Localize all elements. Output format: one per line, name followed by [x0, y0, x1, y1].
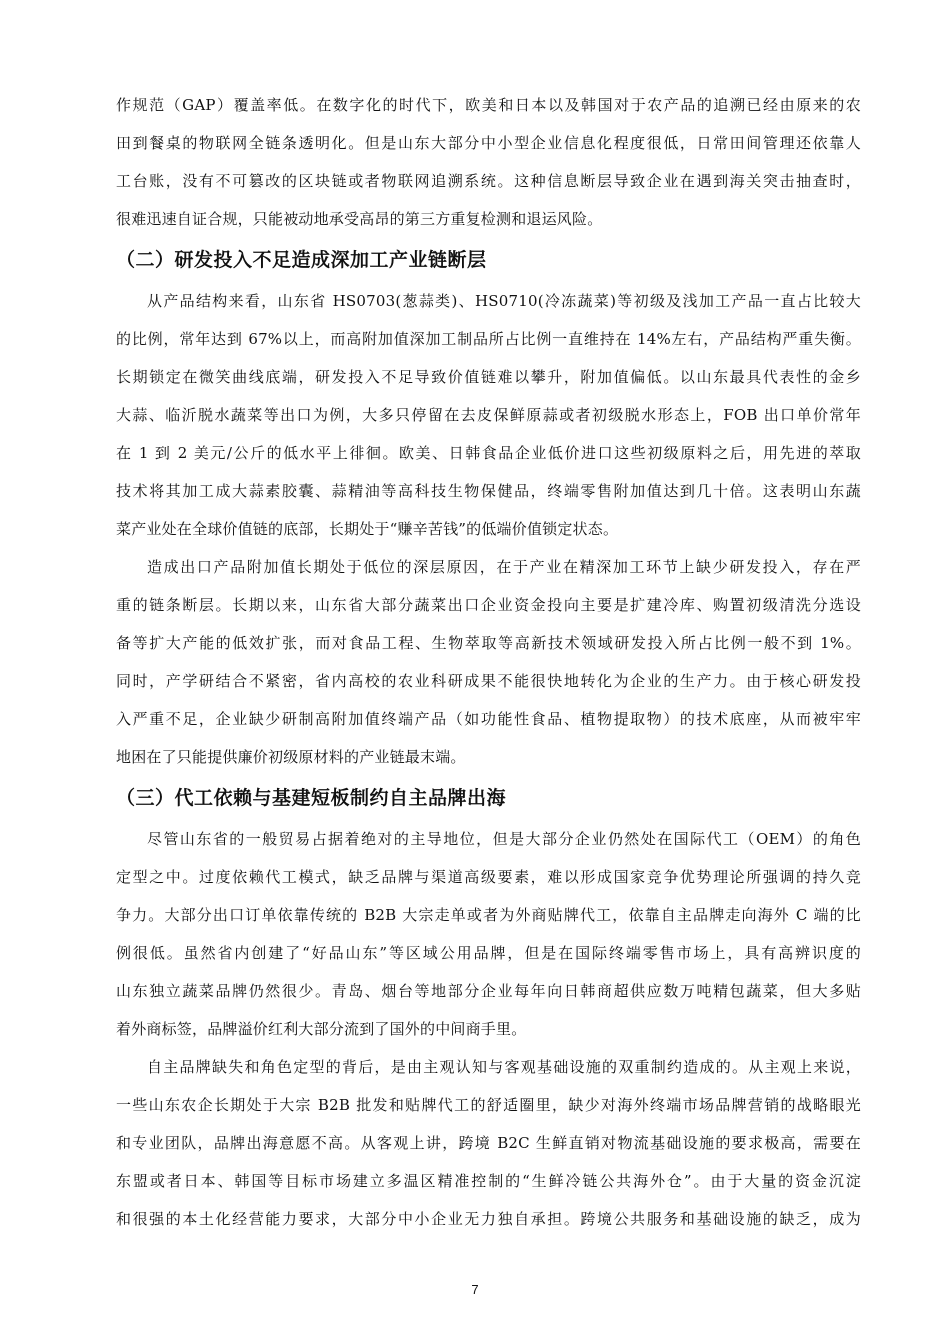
body-text-line: 田到餐桌的物联网全链条透明化。但是山东大部分中小型企业信息化程度很低，日常田间管理还依靠人 [116, 134, 861, 152]
body-text-line: 争力。大部分出口订单依靠传统的 B2B 大宗走单或者为外商贴牌代工，依靠自主品牌走向海外 C 端的比 [116, 906, 861, 924]
body-text-line: 在 1 到 2 美元/公斤的低水平上徘徊。欧美、日韩食品企业低价进口这些初级原料之后，用先进的萃取 [116, 444, 861, 462]
body-text-line: 定型之中。过度依赖代工模式，缺乏品牌与渠道高级要素，难以形成国家竞争优势理论所强调的持久竞 [116, 868, 861, 886]
section-heading: （三）代工依赖与基建短板制约自主品牌出海 [116, 787, 507, 809]
body-text-line: 和很强的本土化经营能力要求，大部分中小企业无力独自承担。跨境公共服务和基础设施的缺乏，成为 [116, 1210, 861, 1228]
body-text-line: 作规范（GAP）覆盖率低。在数字化的时代下，欧美和日本以及韩国对于农产品的追溯已经由原来的农 [116, 96, 861, 114]
body-text-line: 很难迅速自证合规，只能被动地承受高昂的第三方重复检测和退运风险。 [116, 210, 603, 228]
body-text-line: 尽管山东省的一般贸易占据着绝对的主导地位，但是大部分企业仍然处在国际代工（OEM）的角色 [147, 830, 861, 848]
body-text-line: 备等扩大产能的低效扩张，而对食品工程、生物萃取等高新技术领域研发投入所占比例一般不到 1%。 [116, 634, 861, 652]
page-content [116, 86, 861, 1238]
body-text-line: 和专业团队，品牌出海意愿不高。从客观上讲，跨境 B2C 生鲜直销对物流基础设施的要求极高，需要在 [116, 1134, 861, 1152]
body-text-line: 入严重不足，企业缺少研制高附加值终端产品（如功能性食品、植物提取物）的技术底座，从而被牢牢 [116, 710, 861, 728]
body-text-line: 同时，产学研结合不紧密，省内高校的农业科研成果不能很快地转化为企业的生产力。由于核心研发投 [116, 672, 861, 690]
body-text-line: 工台账，没有不可篡改的区块链或者物联网追溯系统。这种信息断层导致企业在遇到海关突击抽查时， [116, 172, 861, 190]
body-text-line: 技术将其加工成大蒜素胶囊、蒜精油等高科技生物保健品，终端零售附加值达到几十倍。这表明山东蔬 [116, 482, 861, 500]
body-text-line: 造成出口产品附加值长期处于低位的深层原因，在于产业在精深加工环节上缺少研发投入，存在严 [147, 558, 861, 576]
body-text-line: 一些山东农企长期处于大宗 B2B 批发和贴牌代工的舒适圈里，缺少对海外终端市场品牌营销的战略眼光 [116, 1096, 861, 1114]
body-text-line: 山东独立蔬菜品牌仍然很少。青岛、烟台等地部分企业每年向日韩商超供应数万吨精包蔬菜，但大多贴 [116, 982, 861, 1000]
body-text-line: 长期锁定在微笑曲线底端，研发投入不足导致价值链难以攀升，附加值偏低。以山东最具代表性的金乡 [116, 368, 861, 386]
body-text-line: 从产品结构来看，山东省 HS0703(葱蒜类)、HS0710(冷冻蔬菜)等初级及浅加工产品一直占比较大 [147, 292, 861, 310]
body-text-line: 的比例，常年达到 67%以上，而高附加值深加工制品所占比例一直维持在 14%左右，产品结构严重失衡。 [116, 330, 861, 348]
body-text-line: 着外商标签，品牌溢价红利大部分流到了国外的中间商手里。 [116, 1020, 527, 1038]
body-text-line: 大蒜、临沂脱水蔬菜等出口为例，大多只停留在去皮保鲜原蒜或者初级脱水形态上，FOB 出口单价常年 [116, 406, 861, 424]
body-text-line: 自主品牌缺失和角色定型的背后，是由主观认知与客观基础设施的双重制约造成的。从主观上来说， [147, 1058, 861, 1076]
body-text-line: 地困在了只能提供廉价初级原材料的产业链最末端。 [116, 748, 466, 766]
body-text-line: 例很低。虽然省内创建了“好品山东”等区域公用品牌，但是在国际终端零售市场上，具有高辨识度的 [116, 944, 861, 962]
body-text-line: 东盟或者日本、韩国等目标市场建立多温区精准控制的“生鲜冷链公共海外仓”。由于大量的资金沉淀 [116, 1172, 861, 1190]
body-text-line: 重的链条断层。长期以来，山东省大部分蔬菜出口企业资金投向主要是扩建冷库、购置初级清洗分选设 [116, 596, 861, 614]
page-number: 7 [471, 1282, 479, 1297]
body-text-line: 菜产业处在全球价值链的底部，长期处于“赚辛苦钱”的低端价值锁定状态。 [116, 520, 619, 538]
section-heading: （二）研发投入不足造成深加工产业链断层 [116, 249, 487, 271]
